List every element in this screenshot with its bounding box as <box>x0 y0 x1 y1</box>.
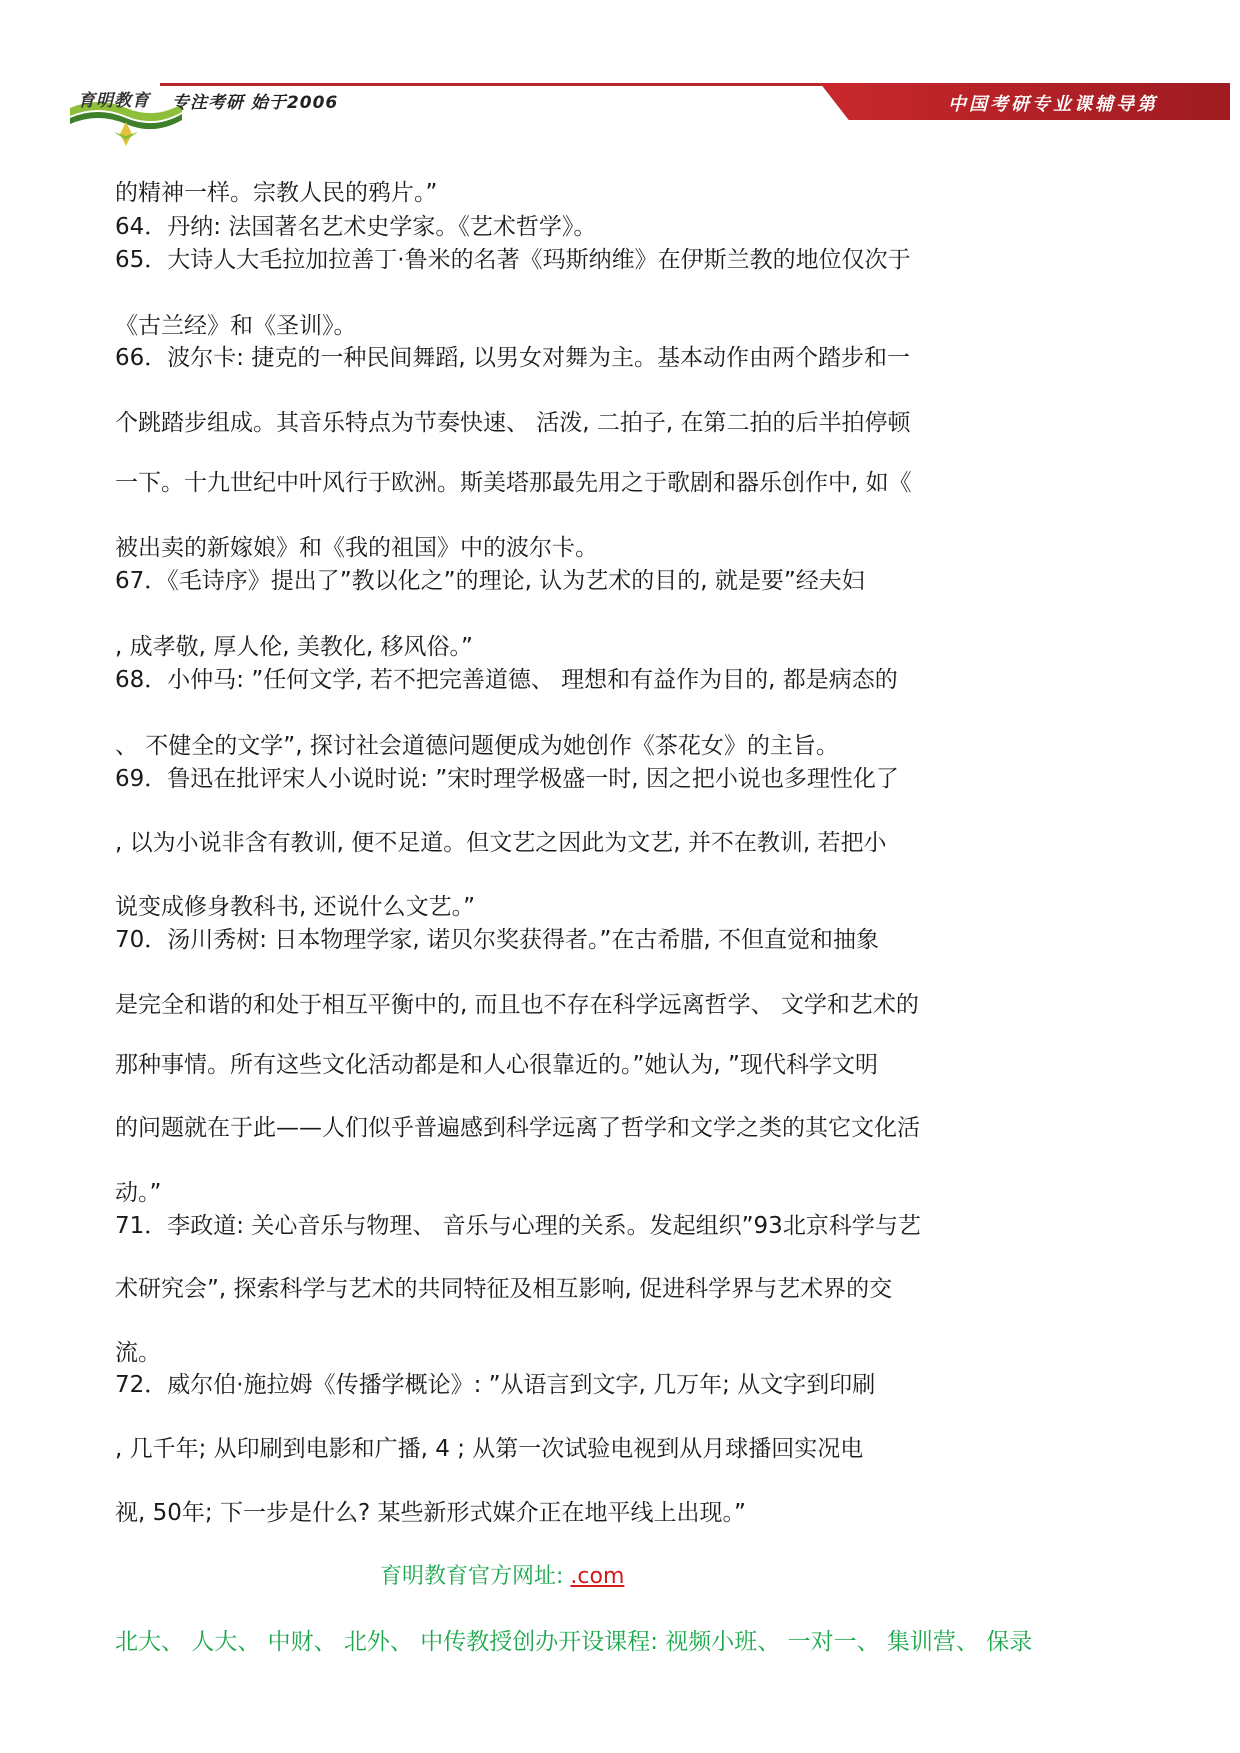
text-line: 个跳踏步组成。其音乐特点为节奏快速、 活泼, 二拍子, 在第二拍的后半拍停顿 <box>115 410 911 436</box>
text-line: 被出卖的新嫁娘》和《我的祖国》中的波尔卡。 <box>115 535 598 561</box>
text-line: 67．《毛诗序》提出了”教以化之”的理论, 认为艺术的目的, 就是要”经夫妇 <box>115 568 865 594</box>
text-line: 的问题就在于此——人们似乎普遍感到科学远离了哲学和文学之类的其它文化活 <box>115 1115 920 1141</box>
text-line: 的精神一样。宗教人民的鸦片。” <box>115 180 438 206</box>
text-line: 66．波尔卡: 捷克的一种民间舞蹈, 以男女对舞为主。基本动作由两个踏步和一 <box>115 345 910 371</box>
text-line: , 成孝敬, 厚人伦, 美教化, 移风俗。” <box>115 634 473 660</box>
text-line: 动。” <box>115 1180 162 1206</box>
footer-url-label: 育明教育官方网址: <box>380 1564 571 1589</box>
header-slogan-left: 专注考研 始于2006 <box>172 93 339 113</box>
text-line: 是完全和谐的和处于相互平衡中的, 而且也不存在科学远离哲学、 文学和艺术的 <box>115 992 919 1018</box>
text-line: 70．汤川秀树: 日本物理学家, 诺贝尔奖获得者。”在古希腊, 不但直觉和抽象 <box>115 927 879 953</box>
text-line: 视, 50年; 下一步是什么? 某些新形式媒介正在地平线上出现。” <box>115 1500 746 1526</box>
footer-url-link[interactable]: .com <box>570 1564 625 1589</box>
header-slogan-right: 中国考研专业课辅导第一品牌 <box>948 94 1158 141</box>
text-line: 72．威尔伯·施拉姆《传播学概论》: ”从语言到文字, 几万年; 从文字到印刷 <box>115 1372 876 1398</box>
text-line: 、 不健全的文学”, 探讨社会道德问题便成为她创作《茶花女》的主旨。 <box>115 733 839 759</box>
text-line: 68．小仲马: ”任何文学, 若不把完善道德、 理想和有益作为目的, 都是病态的 <box>115 667 898 693</box>
footer-official-site <box>380 1559 624 1590</box>
text-line: 65．大诗人大毛拉加拉善丁·鲁米的名著《玛斯纳维》在伊斯兰教的地位仅次于 <box>115 247 911 273</box>
text-line: , 以为小说非含有教训, 便不足道。但文艺之因此为文艺, 并不在教训, 若把小 <box>115 830 887 856</box>
text-line: 69．鲁迅在批评宋人小说时说: ”宋时理学极盛一时, 因之把小说也多理性化了 <box>115 766 899 792</box>
page-header <box>60 78 1170 158</box>
text-line: 一下。十九世纪中叶风行于欧洲。斯美塔那最先用之于歌剧和器乐创作中, 如《 <box>115 470 912 496</box>
logo-text: 育明教育 <box>78 91 150 111</box>
footer-courses: 北大、 人大、 中财、 北外、 中传教授创办开设课程: 视频小班、 一对一、 集训营、 保录 <box>115 1629 1033 1655</box>
text-line: 流。 <box>115 1340 161 1366</box>
text-line: 说变成修身教科书, 还说什么文艺。” <box>115 894 476 920</box>
text-line: , 几千年; 从印刷到电影和广播, 4 ; 从第一次试验电视到从月球播回实况电 <box>115 1436 864 1462</box>
text-line: 《古兰经》和《圣训》。 <box>115 313 357 339</box>
text-line: 64．丹纳: 法国著名艺术史学家。《艺术哲学》。 <box>115 214 597 240</box>
header-rule <box>160 83 880 86</box>
text-line: 71．李政道: 关心音乐与物理、 音乐与心理的关系。发起组织”93北京科学与艺 <box>115 1213 921 1239</box>
text-line: 那种事情。所有这些文化活动都是和人心很靠近的。”她认为, ”现代科学文明 <box>115 1052 878 1078</box>
text-line: 术研究会”, 探索科学与艺术的共同特征及相互影响, 促进科学界与艺术界的交 <box>115 1276 893 1302</box>
